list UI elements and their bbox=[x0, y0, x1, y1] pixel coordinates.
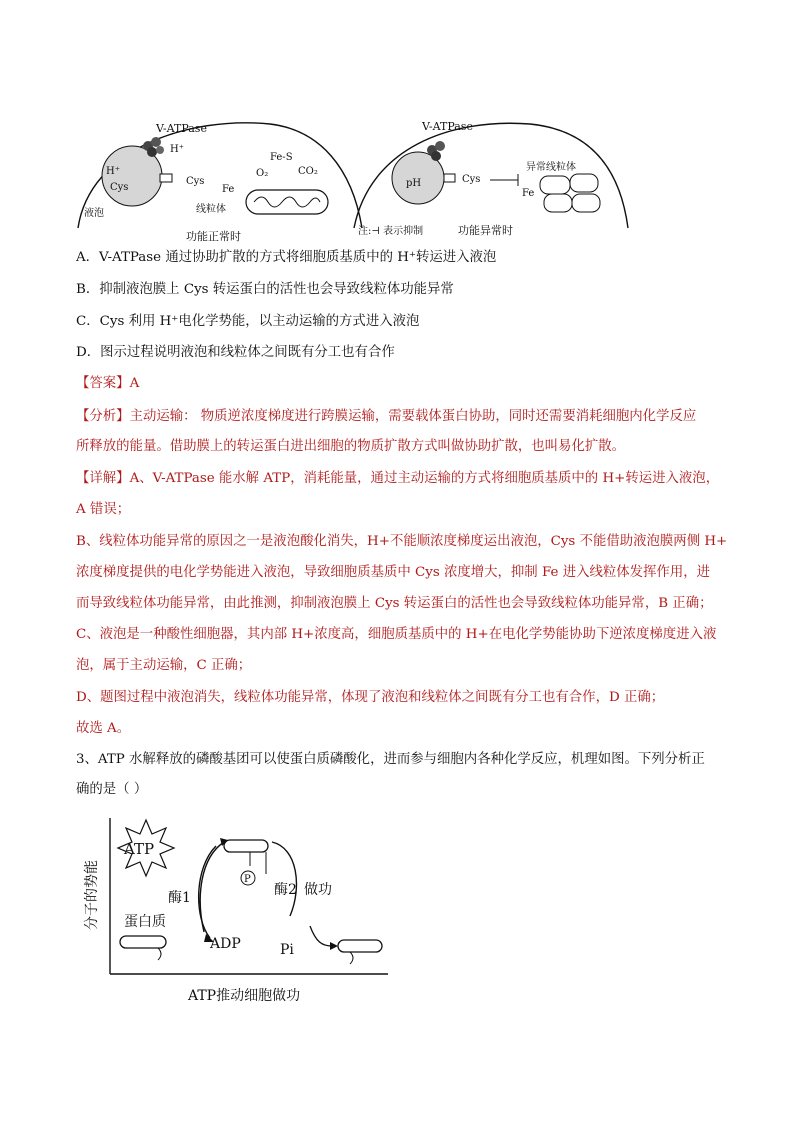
detail-text-2: A 错误； bbox=[76, 502, 131, 517]
atp-label: ATP bbox=[124, 840, 155, 858]
h-plus-vacuole-left: H⁺ bbox=[106, 166, 120, 177]
o2-label: O₂ bbox=[256, 168, 269, 179]
vacuole-label: 液泡 bbox=[84, 208, 104, 219]
cys-transporter-right bbox=[444, 174, 455, 182]
detail-tag: 【详解】 bbox=[76, 471, 130, 486]
enzyme1-label: 酶1 bbox=[168, 890, 191, 906]
q3-stem-2: 确的是（ ） bbox=[76, 782, 148, 797]
protein-icon-final bbox=[338, 940, 382, 952]
arrow-to-final-protein bbox=[310, 926, 332, 946]
fe-label-left: Fe bbox=[222, 184, 235, 195]
option-d: D．图示过程说明液泡和线粒体之间既有分工也有合作 bbox=[76, 345, 395, 360]
fe-s-label: Fe-S bbox=[270, 152, 293, 163]
abnormal-mitochondria-icon bbox=[540, 174, 600, 212]
y-axis-label: 分子的势能 bbox=[84, 860, 100, 930]
cys-label-right: Cys bbox=[462, 174, 481, 185]
cys-transporter-left bbox=[160, 174, 172, 182]
detail-text-4: 浓度梯度提供的电化学势能进入液泡，导致细胞质基质中 Cys 浓度增大，抑制 Fe 进入线粒体发挥作用，进 bbox=[76, 565, 710, 580]
figure-atp-work bbox=[76, 808, 406, 1008]
detail-text-7: 泡，属于主动运输，C 正确； bbox=[76, 658, 252, 673]
ph-label: pH bbox=[406, 178, 422, 189]
v-atpase-label-left: V-ATPase bbox=[156, 122, 207, 135]
detail-text-8: D、题图过程中液泡消失，线粒体功能异常，体现了液泡和线粒体之间既有分工也有合作，D 正确； bbox=[76, 690, 665, 705]
caption-normal: 功能正常时 bbox=[186, 230, 241, 242]
option-b: B．抑制液泡膜上 Cys 转运蛋白的活性也会导致线粒体功能异常 bbox=[76, 282, 454, 297]
analysis-tag: 【分析】 bbox=[76, 409, 130, 424]
adp-label: ADP bbox=[210, 936, 241, 952]
figure2-caption: ATP推动细胞做功 bbox=[188, 988, 301, 1004]
mitochondrion-left bbox=[246, 190, 328, 214]
arrow-to-work bbox=[272, 842, 296, 916]
detail-text-5: 而导致线粒体功能异常，由此推测，抑制液泡膜上 Cys 转运蛋白的活性也会导致线粒体功能异常，B 正确； bbox=[76, 596, 713, 611]
co2-label: CO₂ bbox=[298, 166, 318, 177]
protein-label: 蛋白质 bbox=[124, 914, 166, 930]
pi-label: Pi bbox=[280, 942, 294, 958]
phospho-protein-icon bbox=[224, 840, 268, 852]
detail-row-1 bbox=[76, 468, 726, 490]
q3-stem-1: 3、ATP 水解释放的磷酸基团可以使蛋白质磷酸化，进而参与细胞内各种化学反应，机理如图。下列分析正 bbox=[76, 752, 705, 767]
option-c: C．Cys 利用 H⁺电化学势能，以主动运输的方式进入液泡 bbox=[76, 314, 420, 329]
detail-text-6: C、液泡是一种酸性细胞器，其内部 H+浓度高，细胞质基质中的 H+在电化学势能协助下逆浓度梯度进入液 bbox=[76, 627, 717, 642]
cys-in-left: Cys bbox=[110, 182, 129, 193]
caption-abnormal: 功能异常时 bbox=[458, 224, 513, 237]
detail-text-3: B、线粒体功能异常的原因之一是液泡酸化消失，H+不能顺浓度梯度运出液泡，Cys 不能借助液泡膜两侧 H+ bbox=[76, 534, 728, 549]
arrow-protein-up bbox=[200, 842, 224, 932]
abnormal-mito-label: 异常线粒体 bbox=[526, 162, 576, 173]
v-atpase-label-right: V-ATPase bbox=[422, 120, 473, 133]
enzyme2-label: 酶2 bbox=[274, 882, 297, 898]
mitochondrion-label: 线粒体 bbox=[196, 204, 226, 215]
answer-tag: 【答案】 bbox=[76, 376, 130, 391]
analysis-text-1: 主动运输： 物质逆浓度梯度进行跨膜运输，需要载体蛋白协助，同时还需要消耗细胞内化学反应 bbox=[129, 409, 697, 424]
answer-row bbox=[76, 373, 726, 395]
p-label: P bbox=[244, 874, 251, 885]
fe-label-right: Fe bbox=[522, 188, 535, 199]
figure-vacuole-mitochondria bbox=[70, 108, 670, 242]
work-label: 做功 bbox=[304, 882, 332, 898]
analysis-text-2: 所释放的能量。借助膜上的转运蛋白进出细胞的物质扩散方式叫做协助扩散，也叫易化扩散。 bbox=[76, 439, 626, 454]
inhibit-note: 注:⊣ 表示抑制 bbox=[358, 226, 424, 237]
analysis-row-1 bbox=[76, 406, 726, 428]
detail-text-1: A、V-ATPase 能水解 ATP，消耗能量，通过主动运输的方式将细胞质基质中的 H+转运进入液泡， bbox=[129, 471, 720, 486]
answer-value: A bbox=[129, 376, 140, 391]
option-a: A．V-ATPase 通过协助扩散的方式将细胞质基质中的 H⁺转运进入液泡 bbox=[76, 250, 497, 265]
arrow-atp-to-adp bbox=[199, 846, 216, 938]
h-plus-top-left: H⁺ bbox=[170, 144, 184, 155]
detail-text-9: 故选 A。 bbox=[76, 721, 131, 736]
cys-out-left: Cys bbox=[186, 176, 205, 187]
protein-icon-left bbox=[120, 936, 166, 948]
